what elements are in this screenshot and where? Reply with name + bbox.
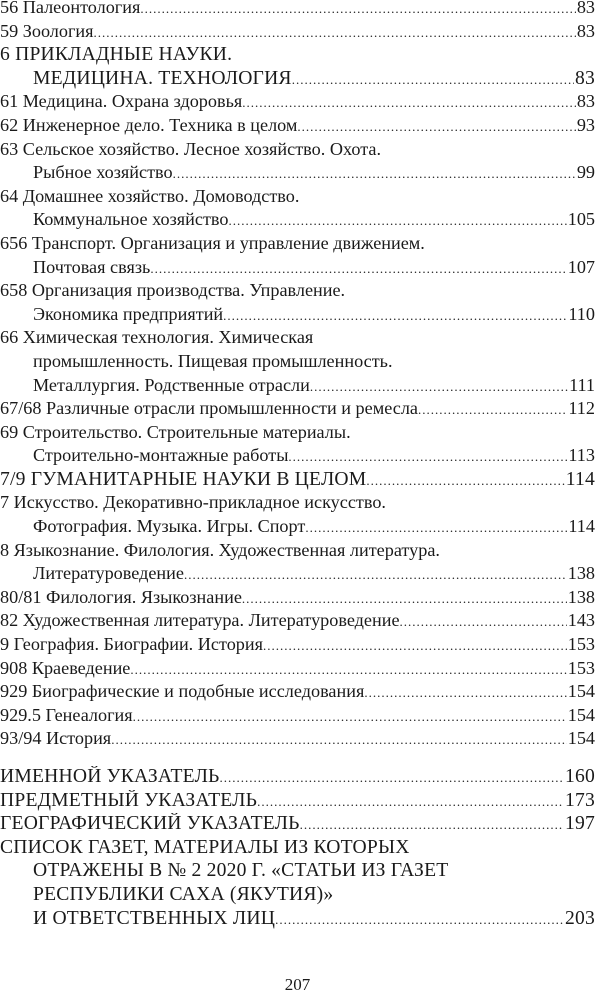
- toc-entry-title: ИМЕННОЙ УКАЗАТЕЛЬ: [0, 766, 220, 787]
- section-gap: [0, 752, 595, 766]
- toc-entry[interactable]: [0, 327, 595, 398]
- dot-leader: [173, 162, 576, 183]
- toc-page-number: 143: [567, 610, 595, 631]
- toc-page-number: 138: [567, 586, 595, 607]
- toc-entry-title: ГЕОГРАФИЧЕСКИЙ УКАЗАТЕЛЬ: [0, 813, 300, 835]
- toc-entry[interactable]: [0, 422, 595, 469]
- toc-entry[interactable]: [0, 728, 595, 752]
- toc-entry[interactable]: [0, 634, 595, 658]
- toc-entry[interactable]: [0, 610, 595, 634]
- toc-entry-title: 9 География. Биографии. История: [0, 634, 263, 655]
- toc-page-number: 153: [567, 657, 595, 678]
- dot-leader: [418, 398, 567, 419]
- toc-entry[interactable]: [0, 91, 595, 115]
- toc-page-number: 154: [567, 728, 595, 749]
- toc-entry-title: Почтовая связь: [33, 256, 151, 277]
- toc-entry-title: Экономика предприятий: [33, 303, 224, 324]
- toc-entry[interactable]: [0, 398, 595, 422]
- toc-page-number: 83: [576, 20, 595, 41]
- dot-leader: [364, 681, 566, 702]
- dot-leader: [242, 587, 567, 608]
- toc-entry[interactable]: [0, 233, 595, 280]
- toc-entry[interactable]: [0, 469, 595, 493]
- toc-entry-title: 80/81 Филология. Языкознание: [0, 586, 242, 607]
- toc-entry[interactable]: [0, 837, 595, 931]
- toc-entry-title: РЕСПУБЛИКИ САХА (ЯКУТИЯ)»: [33, 883, 334, 905]
- toc-entry-title: Фотография. Музыка. Игры. Спорт: [33, 516, 306, 537]
- toc-entry-title: МЕДИЦИНА. ТЕХНОЛОГИЯ: [33, 67, 292, 89]
- toc-entry[interactable]: [0, 681, 595, 705]
- toc-entry-title: И ОТВЕТСТВЕННЫХ ЛИЦ: [33, 907, 276, 929]
- toc-page-number: 113: [568, 445, 595, 466]
- toc-entry-title: Коммунальное хозяйство: [33, 209, 229, 230]
- toc-entry-title: 6 ПРИКЛАДНЫЕ НАУКИ.: [0, 44, 233, 66]
- toc-entry-title: Литературоведение: [33, 563, 184, 584]
- toc-entry[interactable]: [0, 280, 595, 327]
- toc-entry-title: 82 Художественная литература. Литературоведение: [0, 610, 400, 631]
- toc-entry-title: 7/9 ГУМАНИТАРНЫЕ НАУКИ В ЦЕЛОМ: [0, 468, 367, 490]
- toc-entry-title: ОТРАЖЕНЫ В № 2 2020 Г. «СТАТЬИ ИЗ ГАЗЕТ: [33, 860, 449, 882]
- toc-entry-title: 61 Медицина. Охрана здоровья: [0, 91, 243, 112]
- toc-entry[interactable]: [0, 186, 595, 233]
- dot-leader: [292, 68, 574, 90]
- toc-entry[interactable]: [0, 44, 595, 91]
- toc-entry[interactable]: [0, 21, 595, 45]
- toc-entry-title: 62 Инженерное дело. Техника в целом: [0, 114, 298, 135]
- toc-page-number: 154: [567, 704, 595, 725]
- dot-leader: [400, 610, 567, 631]
- toc-entry[interactable]: [0, 705, 595, 729]
- toc-entry-title: 7 Искусство. Декоративно-прикладное искусство.: [0, 492, 386, 513]
- toc-entry-title: 8 Языкознание. Филология. Художественная литература.: [0, 539, 440, 560]
- toc-entry-title: ПРЕДМЕТНЫЙ УКАЗАТЕЛЬ: [0, 789, 258, 811]
- toc-page-number: 153: [567, 634, 595, 655]
- dot-leader: [130, 658, 566, 679]
- toc-page-number: 110: [568, 303, 595, 324]
- toc-page-number: 203: [565, 907, 595, 929]
- dot-leader: [275, 908, 564, 930]
- toc-page-number: 83: [576, 91, 595, 112]
- toc-entry[interactable]: [0, 790, 595, 814]
- toc-entry[interactable]: [0, 115, 595, 139]
- toc-page-number: 99: [576, 162, 595, 183]
- dot-leader: [140, 0, 575, 18]
- toc-entry-title: Металлургия. Родственные отрасли: [33, 374, 310, 395]
- dot-leader: [228, 209, 566, 230]
- dot-leader: [305, 516, 567, 537]
- dot-leader: [310, 375, 568, 396]
- toc-entry-title: 67/68 Различные отрасли промышленности и ремесла: [0, 398, 418, 419]
- dot-leader: [257, 790, 564, 812]
- toc-entry-title: 908 Краеведение: [0, 657, 131, 678]
- toc-entry[interactable]: [0, 813, 595, 837]
- toc-page-number: 107: [567, 256, 595, 277]
- toc-entry-title: СПИСОК ГАЗЕТ, МАТЕРИАЛЫ ИЗ КОТОРЫХ: [0, 836, 410, 858]
- toc-entry[interactable]: [0, 492, 595, 539]
- toc-page-number: 111: [569, 374, 595, 395]
- dot-leader: [297, 115, 575, 136]
- toc-entry[interactable]: [0, 587, 595, 611]
- dot-leader: [242, 91, 576, 112]
- toc-entry-title: 59 Зоология: [0, 20, 94, 41]
- dot-leader: [111, 728, 567, 749]
- dot-leader: [366, 469, 564, 491]
- toc-entry-title: 656 Транспорт. Организация и управление движением.: [0, 232, 425, 253]
- toc-page-number: 93: [576, 114, 595, 135]
- toc-page-number: 83: [576, 0, 595, 17]
- dot-leader: [184, 563, 567, 584]
- toc-entry-title: промышленность. Пищевая промышленность.: [33, 350, 393, 371]
- toc-entry-title: Строительно-монтажные работы: [33, 445, 289, 466]
- toc-entry-title: Рыбное хозяйство: [33, 162, 173, 183]
- toc-entry-title: 658 Организация производства. Управление.: [0, 280, 346, 301]
- toc-entry-title: 929 Биографические и подобные исследования: [0, 681, 365, 702]
- dot-leader: [300, 813, 564, 835]
- dot-leader: [150, 257, 566, 278]
- toc-entry-title: 64 Домашнее хозяйство. Домоводство.: [0, 185, 300, 206]
- dot-leader: [94, 21, 576, 42]
- toc-page-number: 114: [565, 468, 595, 490]
- toc-page-number: 114: [568, 516, 595, 537]
- toc-entry[interactable]: [0, 766, 595, 790]
- toc-entry[interactable]: [0, 540, 595, 587]
- toc-entry[interactable]: [0, 139, 595, 186]
- toc-page-number: 105: [567, 209, 595, 230]
- toc-page-number: 138: [567, 563, 595, 584]
- toc-entry-title: 56 Палеонтология: [0, 0, 141, 17]
- dot-leader: [133, 705, 567, 726]
- toc-entry[interactable]: [0, 658, 595, 682]
- toc-entry-title: 69 Строительство. Строительные материалы.: [0, 421, 351, 442]
- dot-leader: [223, 304, 567, 325]
- dot-leader: [220, 766, 564, 788]
- dot-leader: [263, 634, 567, 655]
- toc-entry-title: 929.5 Генеалогия: [0, 704, 133, 725]
- dot-leader: [288, 445, 567, 466]
- toc-page-number: 112: [568, 398, 595, 419]
- page-number: 207: [284, 975, 311, 994]
- toc-entry-title: 63 Сельское хозяйство. Лесное хозяйство. Охота.: [0, 138, 382, 159]
- toc-entry-title: 93/94 История: [0, 728, 112, 749]
- toc-entry-title: 66 Химическая технология. Химическая: [0, 327, 314, 348]
- toc-entry[interactable]: [0, 0, 595, 21]
- toc-page-number: 173: [565, 789, 595, 811]
- toc-page-number: 197: [565, 813, 595, 835]
- toc-page-number: 160: [565, 766, 595, 787]
- toc-page-number: 83: [575, 67, 595, 89]
- toc-page-number: 154: [567, 681, 595, 702]
